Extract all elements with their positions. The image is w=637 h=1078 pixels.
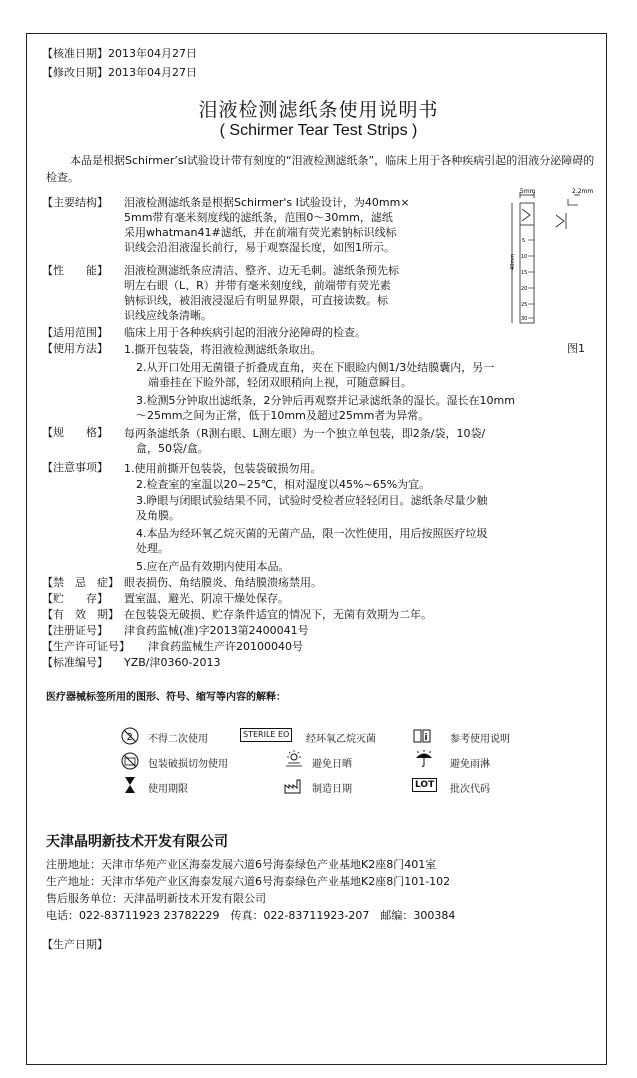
scope-text: 临床上用于各种疾病引起的泪液分泌障碍的检查。	[124, 326, 366, 339]
tick-label: 25	[521, 302, 528, 308]
notes-line: 3.睁眼与闭眼试验结果不同，试验时受检者应轻轻闭目。滤纸条尽量少触	[136, 494, 488, 507]
expiry-date-icon	[120, 776, 140, 794]
symbols-heading: 医疗器械标签所用的图形、符号、缩写等内容的解释：	[46, 692, 286, 703]
usage-line: 1.撕开包装袋，将泪液检测滤纸条取出。	[124, 343, 322, 356]
regno-text: 津食药监械(准)字2013第2400041号	[124, 624, 309, 637]
intro-paragraph: 本品是根据Schirmer’sⅠ试验设计带有刻度的“泪液检测滤纸条”，临床上用于各种疾病引起的泪液分泌障碍的检查。	[46, 154, 595, 184]
tick-label: 15	[521, 270, 528, 276]
scope-label: 【适用范围】	[42, 326, 108, 339]
usage-line: 端垂挂在下睑外部，轻闭双眼稍向上视，可随意瞬目。	[148, 376, 412, 389]
section-label: 【主要结构】	[42, 196, 108, 209]
svg-text:2: 2	[126, 732, 133, 743]
validity-text: 在包装袋无破损、贮存条件适宜的情况下，无菌有效期为二年。	[124, 608, 432, 621]
dim-top-label: 5mm	[520, 188, 536, 195]
usage-label: 【使用方法】	[42, 342, 108, 355]
tick-label: 20	[521, 286, 528, 292]
document-title: 泪液检测滤纸条使用说明书	[198, 99, 439, 121]
keep-dry-icon	[414, 750, 434, 768]
standard-text: YZB/津0360-2013	[124, 656, 221, 669]
symbol-label: 参考使用说明	[450, 734, 510, 745]
contra-label: 【禁 忌 症】	[42, 576, 119, 589]
regno-label: 【注册证号】	[42, 624, 108, 637]
figure-caption: 图1	[567, 342, 585, 355]
structure-line: 识线会沿泪液湿长前行，易于观察湿长度，如图1所示。	[124, 241, 395, 254]
symbol-label: 避免雨淋	[450, 759, 490, 770]
notes-line: 5.应在产品有效期内使用本品。	[136, 560, 290, 573]
dim-side-label: 2.2mm	[572, 188, 594, 195]
usage-line: 2.从开口处用无菌镊子折叠成直角，夹在下眼睑内侧1/3处结膜囊内，另一	[136, 361, 495, 374]
registered-address: 注册地址：天津市华苑产业区海泰发展六道6号海泰绿色产业基地K2座8门401室	[46, 858, 437, 871]
tick-label: 5	[522, 238, 526, 244]
svg-text:i: i	[424, 733, 428, 743]
approve-date: 【核准日期】2013年04月27日	[42, 47, 197, 60]
strip-figure	[508, 185, 603, 335]
performance-line: 识线应线条清晰。	[124, 309, 212, 322]
dim-length-label: 40mm	[510, 253, 516, 270]
tick-label: 10	[521, 254, 528, 260]
modify-date: 【修改日期】2013年04月27日	[42, 66, 197, 79]
no-reuse-icon	[120, 727, 140, 745]
document-subtitle: ( Schirmer Tear Test Strips )	[219, 122, 418, 139]
tick-label: 30	[521, 316, 528, 322]
usage-line: ～25mm之间为正常，低于10mm及超过25mm者为异常。	[136, 409, 430, 422]
symbol-label: 制造日期	[312, 784, 352, 795]
structure-line: 泪液检测滤纸条是根据Schirmer's Ⅰ试验设计，为40mm×	[124, 196, 410, 209]
notes-label: 【注意事项】	[42, 461, 108, 474]
symbol-label: 包装破损切勿使用	[148, 759, 228, 770]
notes-line: 及角膜。	[136, 509, 180, 522]
contact-line: 电话：022-83711923 23782229 传真：022-83711923-207 邮编：300384	[46, 909, 456, 922]
contra-text: 眼表损伤、角结膜炎、角结膜溃疡禁用。	[124, 576, 322, 589]
production-address: 生产地址：天津市华苑产业区海泰发展六道6号海泰绿色产业基地K2座8门101-102	[46, 875, 451, 888]
service-unit: 售后服务单位：天津晶明新技术开发有限公司	[46, 892, 266, 905]
license-text: 津食药监械生产许20100040号	[148, 640, 303, 653]
symbol-label: 批次代码	[450, 784, 490, 795]
manufacture-date-icon	[284, 777, 304, 795]
license-label: 【生产许可证号】	[42, 640, 130, 653]
spec-line: 每两条滤纸条（R测右眼、L测左眼）为一个独立单包装，即2条/袋，10袋/	[124, 427, 486, 440]
company-name: 天津晶明新技术开发有限公司	[46, 834, 228, 850]
consult-instructions-icon	[412, 727, 432, 745]
structure-line: 采用whatman41#滤纸，并在前端有荧光素钠标识线标	[124, 226, 397, 239]
symbol-label: 经环氧乙烷灭菌	[306, 734, 376, 745]
spec-label: 【规 格】	[42, 426, 108, 439]
notes-line: 处理。	[136, 542, 169, 555]
notes-line: 1.使用前撕开包装袋，包装袋破损勿用。	[124, 462, 322, 475]
production-date-label: 【生产日期】	[42, 938, 108, 951]
standard-label: 【标准编号】	[42, 656, 108, 669]
sterile-eo-icon: STERILE EO	[240, 728, 292, 742]
notes-line: 4.本品为经环氧乙烷灭菌的无菌产品，限一次性使用，用后按照医疗垃圾	[136, 527, 488, 540]
symbol-label: 避免日晒	[312, 759, 352, 770]
performance-line: 泪液检测滤纸条应清洁、整齐、边无毛刺。滤纸条预先标	[124, 264, 399, 277]
spec-line: 盒，50袋/盒。	[136, 442, 209, 455]
performance-line: 明左右眼（L、R）并带有毫米刻度线，前端带有荧光素	[124, 279, 391, 292]
performance-line: 钠标识线，被泪液浸湿后有明显界限，可直接读数。标	[124, 294, 388, 307]
lot-icon: LOT	[412, 778, 437, 792]
keep-from-sunlight-icon	[284, 750, 304, 768]
damaged-package-icon	[120, 752, 140, 770]
storage-label: 【贮 存】	[42, 592, 108, 605]
storage-text: 置室温、避光、阴凉干燥处保存。	[124, 592, 289, 605]
usage-line: 3.检测5分钟取出滤纸条，2分钟后再观察并记录滤纸条的湿长。湿长在10mm	[136, 394, 515, 407]
structure-line: 5mm带有毫米刻度线的滤纸条，范围0～30mm，滤纸	[124, 211, 393, 224]
symbol-label: 不得二次使用	[148, 734, 208, 745]
section-label: 【性 能】	[42, 264, 108, 277]
notes-line: 2.检查室的室温以20~25℃，相对湿度以45%~65%为宜。	[136, 478, 431, 491]
validity-label: 【有 效 期】	[42, 608, 119, 621]
symbol-label: 使用期限	[148, 784, 188, 795]
